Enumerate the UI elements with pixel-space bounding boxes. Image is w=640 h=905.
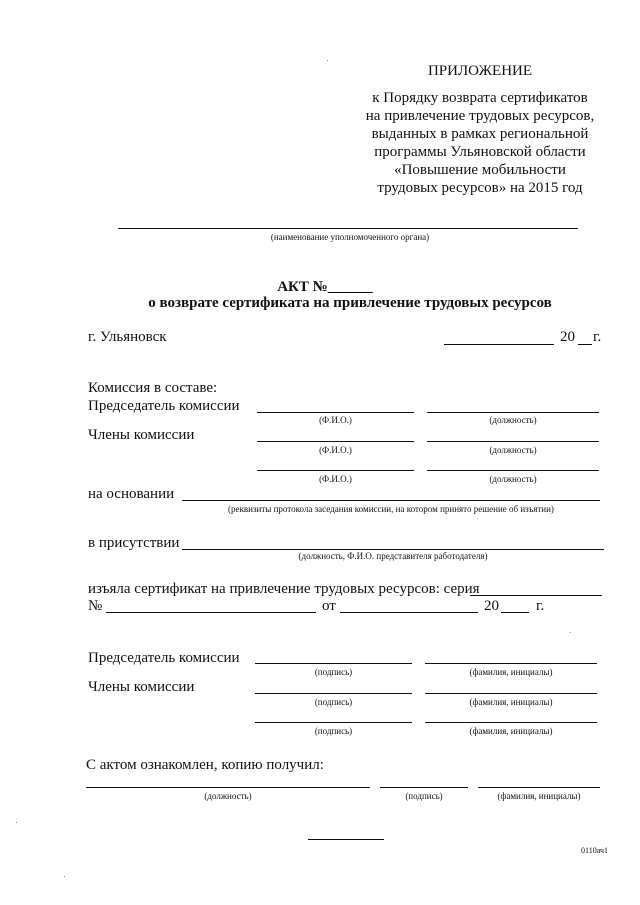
presence-label: в присутствии <box>88 535 180 551</box>
fio-caption: (Ф.И.О.) <box>319 445 352 455</box>
chair-name-line <box>425 663 597 664</box>
fio-caption: (Ф.И.О.) <box>319 474 352 484</box>
ack-position-caption: (должность) <box>204 791 252 801</box>
place: г. Ульяновск <box>88 329 167 345</box>
commission-chair-label: Председатель комиссии <box>88 398 240 414</box>
scan-speck <box>64 876 65 877</box>
basis-caption: (реквизиты протокола заседания комиссии, на котором принято решение об изъятии) <box>228 504 554 514</box>
basis-label: на основании <box>88 486 175 502</box>
ack-signature-line <box>380 787 468 788</box>
scan-speck <box>327 60 328 61</box>
name-caption: (фамилия, инициалы) <box>469 697 553 707</box>
member1-signature-line <box>255 693 412 694</box>
signature-caption: (подпись) <box>314 726 353 736</box>
series-line <box>470 595 602 596</box>
fio-caption: (Ф.И.О.) <box>319 415 352 425</box>
position-caption: (должность) <box>489 415 537 425</box>
member2-name-line <box>425 722 597 723</box>
seizure-text: изъяла сертификат на привлечение трудовых ресурсов: серия <box>88 581 480 597</box>
seizure-year-line <box>501 612 529 613</box>
scan-speck <box>570 632 571 633</box>
chair-fio-line <box>257 412 414 413</box>
signatures-members-label: Члены комиссии <box>88 679 195 695</box>
act-title: АКТ №______ <box>277 279 373 295</box>
member2-signature-line <box>255 722 412 723</box>
signature-caption: (подпись) <box>314 667 353 677</box>
ack-name-line <box>478 787 600 788</box>
appendix-line: «Повышение мобильности <box>394 162 566 178</box>
footer-rule <box>308 839 384 840</box>
number-line <box>106 612 316 613</box>
number-label: № <box>88 598 103 614</box>
member2-position-line <box>427 470 599 471</box>
member1-fio-line <box>257 441 414 442</box>
commission-members-label: Члены комиссии <box>88 427 195 443</box>
ack-name-caption: (фамилия, инициалы) <box>497 791 581 801</box>
from-label: от <box>322 598 336 614</box>
appendix-line: к Порядку возврата сертификатов <box>372 90 588 106</box>
commission-heading: Комиссия в составе: <box>88 380 218 396</box>
basis-line <box>182 500 600 501</box>
appendix-text <box>340 91 620 199</box>
date-suffix: г. <box>593 329 602 345</box>
member1-name-line <box>425 693 597 694</box>
member2-fio-line <box>257 470 414 471</box>
date-line <box>444 344 554 345</box>
date-year-line <box>578 344 592 345</box>
seizure-suffix: г. <box>536 598 545 614</box>
chair-position-line <box>427 412 599 413</box>
appendix-line: выданных в рамках региональной <box>371 126 589 142</box>
act-subtitle: о возврате сертификата на привлечение трудовых ресурсов <box>148 295 552 311</box>
presence-line <box>182 549 604 550</box>
ack-position-line <box>86 787 370 788</box>
date-year: 20 <box>560 329 575 345</box>
appendix-line: трудовых ресурсов» на 2015 год <box>377 180 583 196</box>
scan-speck <box>16 822 17 823</box>
name-caption: (фамилия, инициалы) <box>469 726 553 736</box>
signatures-chair-label: Председатель комиссии <box>88 650 240 666</box>
name-caption: (фамилия, инициалы) <box>469 667 553 677</box>
presence-caption: (должность, Ф.И.О. представителя работодателя) <box>298 551 488 561</box>
appendix-title: ПРИЛОЖЕНИЕ <box>427 63 533 79</box>
authority-caption: (наименование уполномоченного органа) <box>270 232 430 242</box>
appendix-line: на привлечение трудовых ресурсов, <box>365 108 595 124</box>
signature-caption: (подпись) <box>314 697 353 707</box>
authority-line <box>118 228 578 229</box>
chair-signature-line <box>255 663 412 664</box>
member1-position-line <box>427 441 599 442</box>
ack-signature-caption: (подпись) <box>405 791 443 801</box>
footer-code: 0110ач1 <box>581 846 608 855</box>
seizure-year: 20 <box>484 598 499 614</box>
appendix-line: программы Ульяновской области <box>374 144 586 160</box>
position-caption: (должность) <box>489 474 537 484</box>
acknowledge-text: С актом ознакомлен, копию получил: <box>86 757 324 773</box>
from-date-line <box>340 612 478 613</box>
position-caption: (должность) <box>489 445 537 455</box>
